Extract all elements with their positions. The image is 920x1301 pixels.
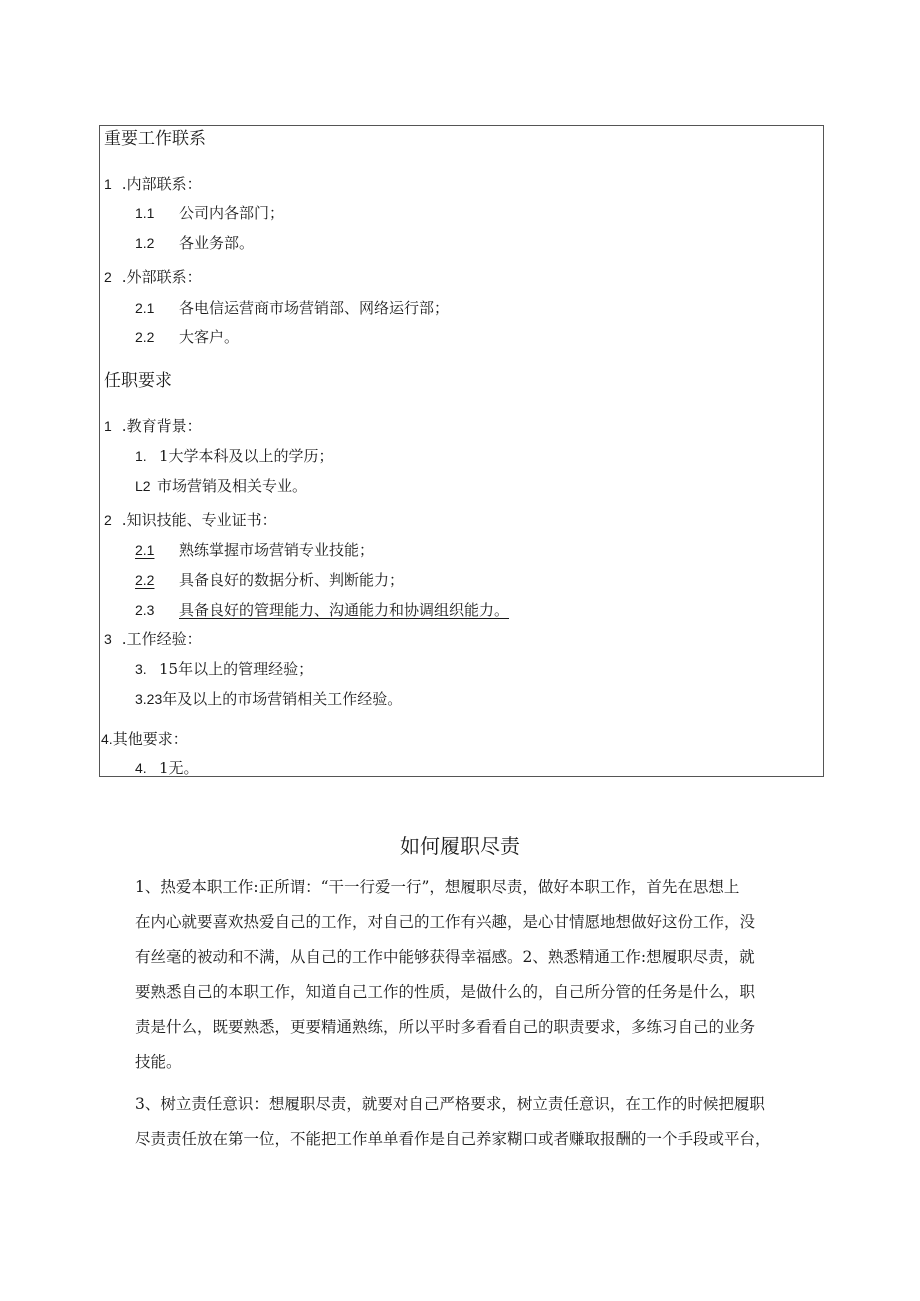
item-number: 2.1 bbox=[135, 300, 155, 316]
paragraph-line: 有丝毫的被动和不满，从自己的工作中能够获得幸福感。2、熟悉精通工作:想履职尽责，就 bbox=[135, 948, 755, 966]
item-label: 1大学本科及以上的学历； bbox=[159, 447, 334, 465]
item-number: 3.23 bbox=[135, 691, 163, 707]
list-item bbox=[135, 600, 509, 620]
paragraph bbox=[135, 870, 825, 1080]
paragraph-line: 尽责责任放在第一位，不能把工作单单看作是自己养家糊口或者赚取报酬的一个手段或平台， bbox=[135, 1130, 771, 1148]
item-label: 其他要求： bbox=[112, 730, 188, 748]
item-number: 2.1 bbox=[135, 542, 155, 558]
list-item bbox=[135, 203, 284, 223]
list-item bbox=[104, 267, 202, 287]
item-number: 1 bbox=[104, 176, 112, 192]
paragraph-line: 责是什么，既要熟悉，更要精通熟练，所以平时多看看自己的职责要求，多练习自己的业务 bbox=[135, 1018, 756, 1036]
list-item bbox=[135, 758, 199, 778]
item-label: 公司内各部门； bbox=[179, 204, 285, 222]
paragraph bbox=[135, 1087, 825, 1157]
list-item bbox=[135, 476, 307, 496]
item-label: .外部联系： bbox=[121, 268, 202, 286]
item-number: 2 bbox=[104, 512, 112, 528]
section-heading-work-relations: 重要工作联系 bbox=[104, 129, 206, 149]
list-item bbox=[101, 729, 188, 749]
item-label: 具备良好的数据分析、判断能力； bbox=[179, 571, 405, 589]
item-label: 市场营销及相关专业。 bbox=[157, 477, 308, 495]
item-number: 1.2 bbox=[135, 235, 155, 251]
item-number: L2 bbox=[135, 478, 151, 494]
list-item bbox=[135, 570, 404, 590]
item-number: 1.1 bbox=[135, 205, 155, 221]
item-label: .内部联系： bbox=[121, 175, 202, 193]
list-item bbox=[104, 510, 277, 530]
paragraph-line: 要熟悉自己的本职工作，知道自己工作的性质，是做什么的，自己所分管的任务是什么，职 bbox=[135, 983, 756, 1001]
list-item bbox=[104, 416, 202, 436]
list-item bbox=[135, 327, 239, 347]
item-number: 4. bbox=[135, 760, 147, 776]
item-number: 3 bbox=[104, 631, 112, 647]
item-label: .工作经验： bbox=[121, 630, 202, 648]
paragraph-line: 3、树立责任意识：想履职尽责，就要对自己严格要求，树立责任意识，在工作的时候把履职 bbox=[135, 1095, 765, 1113]
item-label: 各业务部。 bbox=[179, 234, 255, 252]
list-item bbox=[135, 446, 334, 466]
item-label: .教育背景： bbox=[121, 417, 202, 435]
item-label: .知识技能、专业证书： bbox=[121, 511, 277, 529]
item-number: 3. bbox=[135, 661, 147, 677]
paragraph-line: 在内心就要喜欢热爱自己的工作，对自己的工作有兴趣，是心甘情愿地想做好这份工作，没 bbox=[135, 913, 756, 931]
item-label: 具备良好的管理能力、沟通能力和协调组织能力。 bbox=[179, 601, 510, 619]
item-number: 2.2 bbox=[135, 329, 155, 345]
paragraph-line: 1、热爱本职工作:正所谓：“干一行爱一行”，想履职尽责，做好本职工作，首先在思想上 bbox=[135, 878, 740, 896]
list-item bbox=[135, 540, 374, 560]
item-label: 熟练掌握市场营销专业技能； bbox=[179, 541, 375, 559]
paragraph-line: 技能。 bbox=[135, 1053, 182, 1071]
list-item bbox=[104, 174, 202, 194]
article-title: 如何履职尽责 bbox=[400, 834, 520, 858]
item-number: 1 bbox=[104, 418, 112, 434]
item-number: 2.2 bbox=[135, 572, 155, 588]
list-item bbox=[135, 233, 254, 253]
item-label: 1无。 bbox=[159, 759, 199, 777]
item-label: 年及以上的市场营销相关工作经验。 bbox=[162, 690, 403, 708]
item-number: 1. bbox=[135, 448, 147, 464]
list-item bbox=[135, 298, 449, 318]
section-heading-job-requirements: 任职要求 bbox=[104, 371, 172, 391]
item-number: 2 bbox=[104, 269, 112, 285]
list-item bbox=[135, 659, 313, 679]
item-number: 4. bbox=[101, 731, 113, 747]
item-label: 大客户。 bbox=[179, 328, 240, 346]
list-item bbox=[135, 689, 402, 709]
list-item bbox=[104, 629, 202, 649]
item-label: 15年以上的管理经验； bbox=[159, 660, 314, 678]
item-label: 各电信运营商市场营销部、网络运行部； bbox=[179, 299, 450, 317]
item-number: 2.3 bbox=[135, 602, 155, 618]
